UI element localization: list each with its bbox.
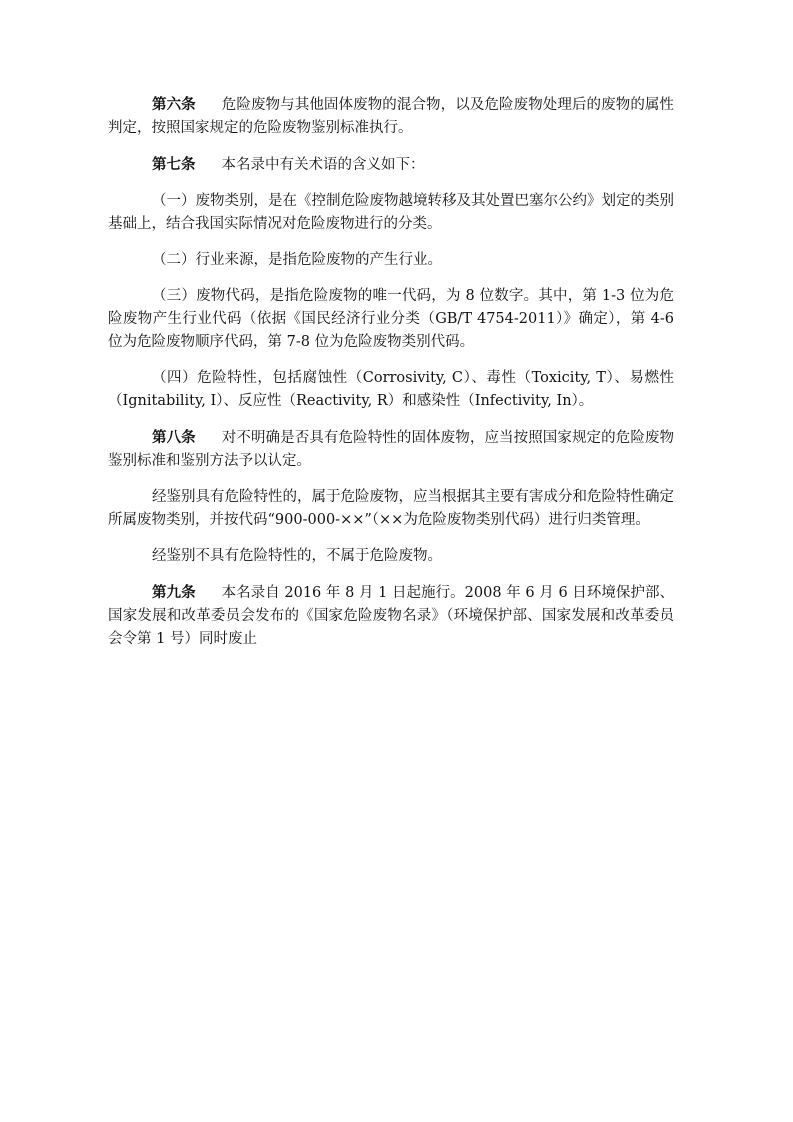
article-number: 第八条: [152, 429, 196, 446]
paragraph-text: 经鉴别具有危险特性的，属于危险废物，应当根据其主要有害成分和危险特性确定所属废物类别，并按代码“900-000-××”（××为危险废物类别代码）进行归类管理。: [108, 489, 674, 528]
article-8-paragraph-2: [108, 486, 674, 532]
definition-item-3: [108, 285, 674, 354]
paragraph-text: 经鉴别不具有危险特性的，不属于危险废物。: [152, 548, 442, 564]
article-8-paragraph: [108, 426, 674, 473]
article-text: 对不明确是否具有危险特性的固体废物，应当按照国家规定的危险废物鉴别标准和鉴别方法予以认定。: [108, 430, 675, 469]
article-number: 第六条: [152, 96, 196, 113]
article-text: 危险废物与其他固体废物的混合物，以及危险废物处理后的废物的属性判定，按照国家规定的危险废物鉴别标准执行。: [108, 97, 675, 136]
article-6-paragraph: [108, 93, 674, 140]
definition-item-4: [108, 367, 674, 413]
article-number: 第九条: [152, 584, 196, 601]
item-text: （三）废物代码，是指危险废物的唯一代码，为 8 位数字。其中，第 1-3 位为危险废物产生行业代码（依据《国民经济行业分类（GB/T 4754-2011）》确定），第 4-6 位为危险废物顺序代码，第 7-8 位为危险废物类别代码。: [108, 288, 674, 350]
article-number: 第七条: [152, 156, 196, 173]
definition-item-1: [108, 190, 674, 236]
item-text: （二）行业来源，是指危险废物的产生行业。: [152, 252, 442, 268]
article-7-paragraph: [108, 153, 674, 177]
article-8-paragraph-3: [108, 545, 674, 568]
item-text: （四）危险特性，包括腐蚀性（Corrosivity, C）、毒性（Toxicity, T）、易燃性（Ignitability, I）、反应性（Reactivity, R）和感染性（Infectivity, In）。: [108, 370, 674, 409]
article-text: 本名录中有关术语的含义如下：: [221, 157, 425, 173]
definition-item-2: [108, 249, 674, 272]
article-text: 本名录自 2016 年 8 月 1 日起施行。2008 年 6 月 6 日环境保护部、国家发展和改革委员会发布的《国家危险废物名录》（环境保护部、国家发展和改革委员会令第 1 号）同时废止: [108, 585, 675, 647]
item-text: （一）废物类别，是在《控制危险废物越境转移及其处置巴塞尔公约》划定的类别基础上，结合我国实际情况对危险废物进行的分类。: [108, 193, 674, 232]
document-body: [108, 93, 674, 664]
article-9-paragraph: [108, 581, 674, 651]
